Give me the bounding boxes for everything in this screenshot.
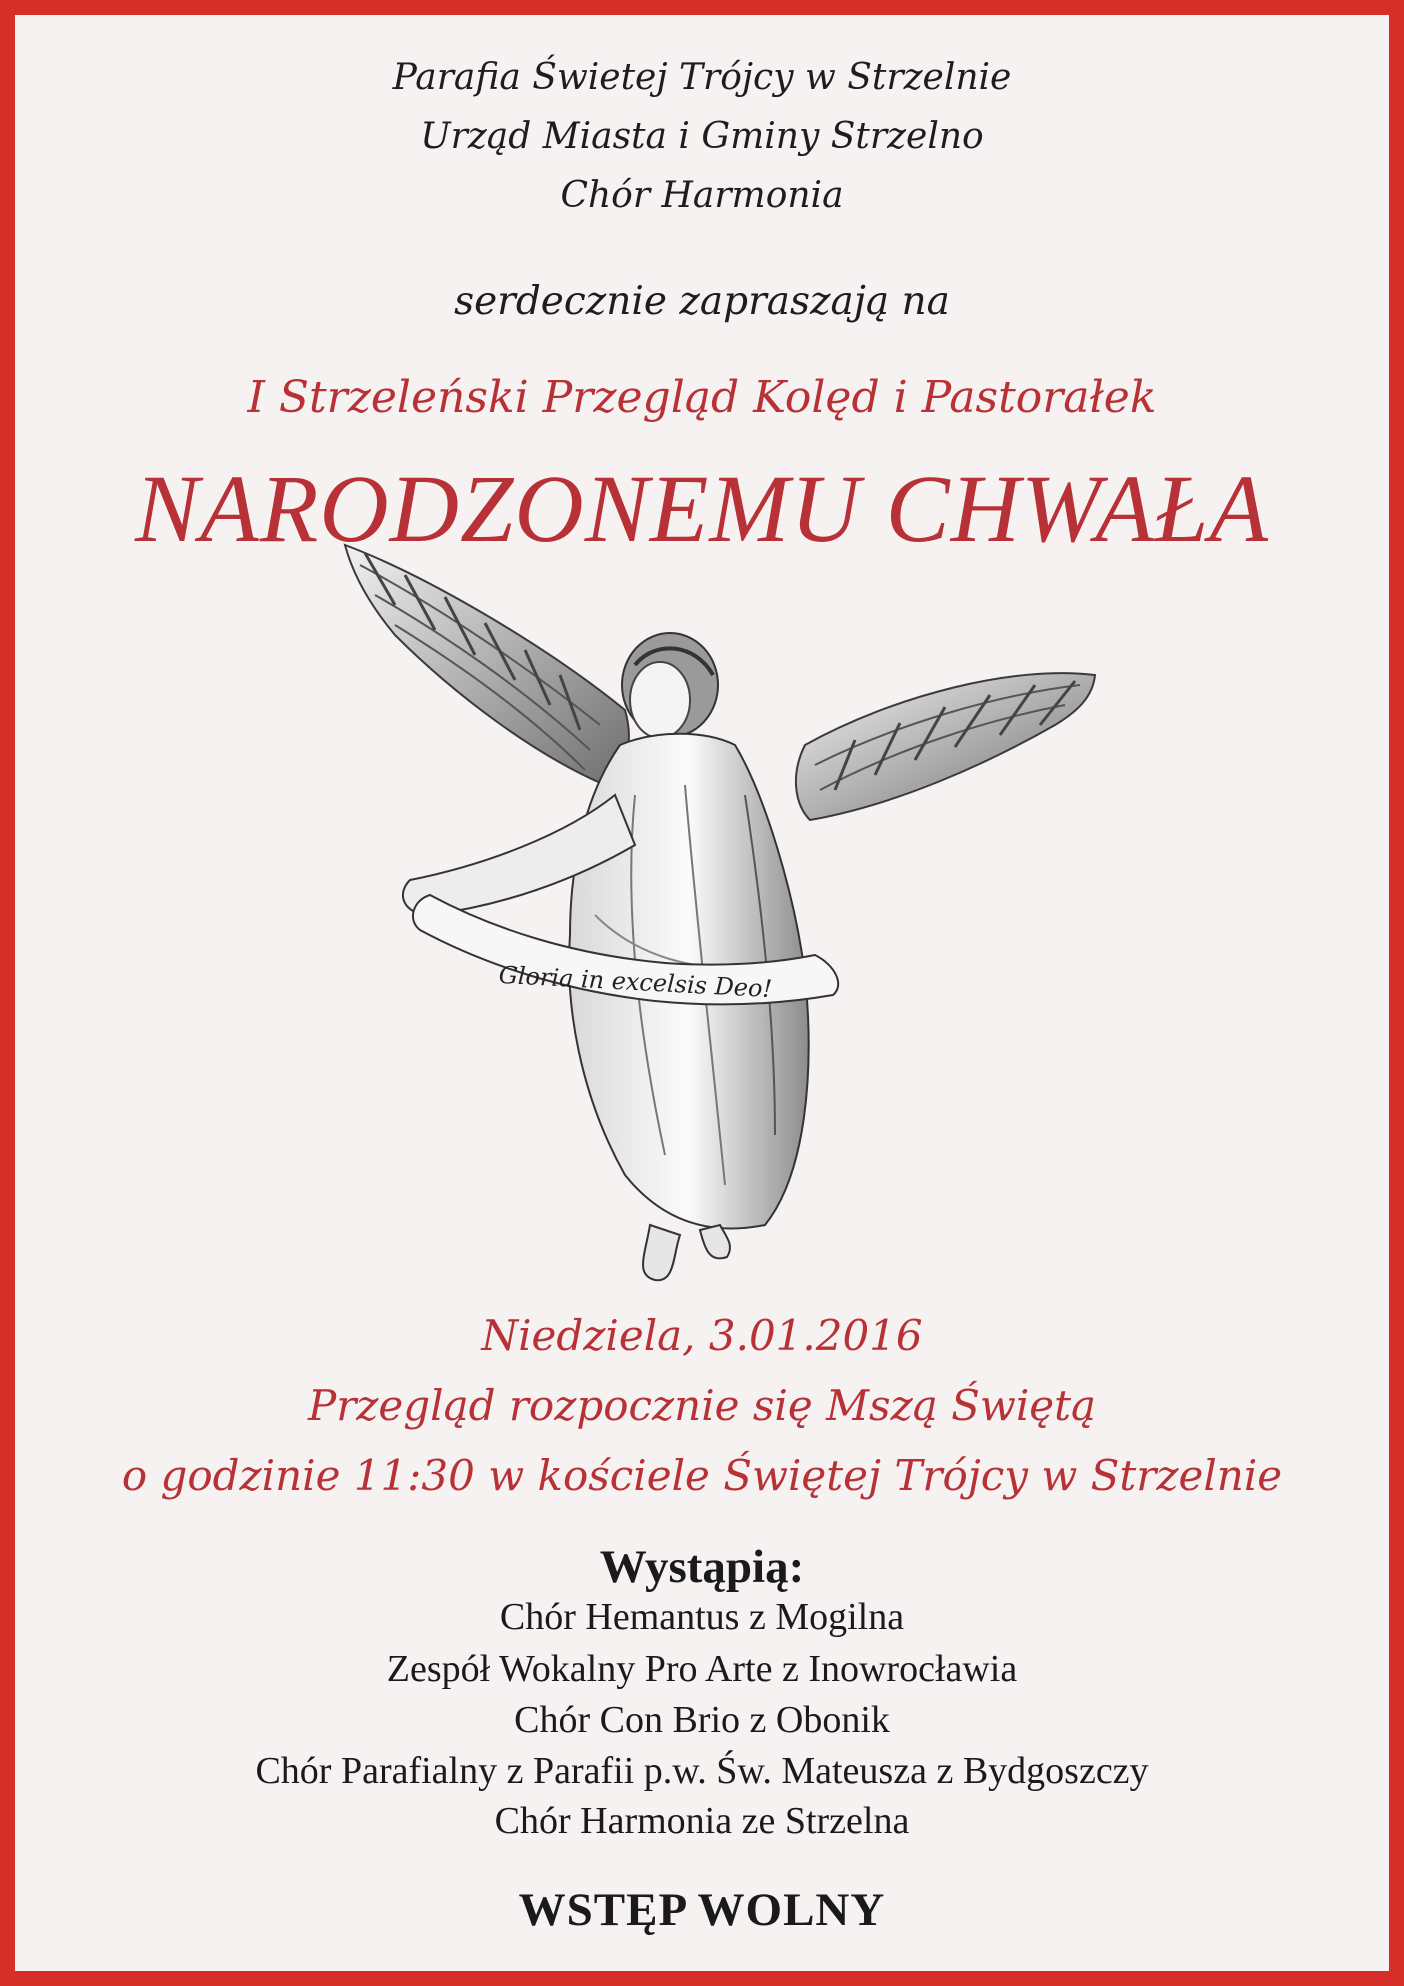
performer-item: Chór Hemantus z Mogilna [499, 1596, 905, 1638]
performer-item: Chór Harmonia ze Strzelna [494, 1800, 910, 1842]
time-place-line: o godzinie 11:30 w kościele Świętej Trójcy w Strzelnie [121, 1451, 1283, 1500]
angel-illustration [335, 535, 1105, 1305]
organizer-line-1: Parafia Świetej Trójcy w Strzelnie [392, 57, 1012, 98]
date-line: Niedziela, 3.01.2016 [481, 1311, 923, 1360]
organizer-line-2: Urząd Miasta i Gminy Strzelno [420, 116, 984, 157]
right-wing [796, 673, 1095, 820]
angel-robe [403, 734, 809, 1280]
left-wing [345, 545, 629, 785]
event-subtitle: I Strzeleński Przegląd Kolęd i Pastorałek [247, 372, 1157, 423]
organizer-line-3: Chór Harmonia [560, 175, 844, 216]
performer-item: Chór Parafialny z Parafii p.w. Św. Mateusza z Bydgoszczy [255, 1750, 1149, 1792]
banner-text: Gloria in excelsis Deo! [498, 960, 773, 1004]
angel-head [622, 633, 718, 738]
performer-item: Chór Con Brio z Obonik [514, 1699, 890, 1741]
performer-item: Zespół Wokalny Pro Arte z Inowrocławia [386, 1648, 1018, 1690]
event-title: NARODZONEMU CHWAŁA [135, 455, 1269, 562]
invite-text: serdecznie zapraszają na [454, 279, 950, 324]
mass-line: Przegląd rozpocznie się Mszą Świętą [307, 1381, 1097, 1430]
entry-note: WSTĘP WOLNY [518, 1884, 886, 1936]
performers-heading: Wystąpią: [599, 1541, 805, 1593]
